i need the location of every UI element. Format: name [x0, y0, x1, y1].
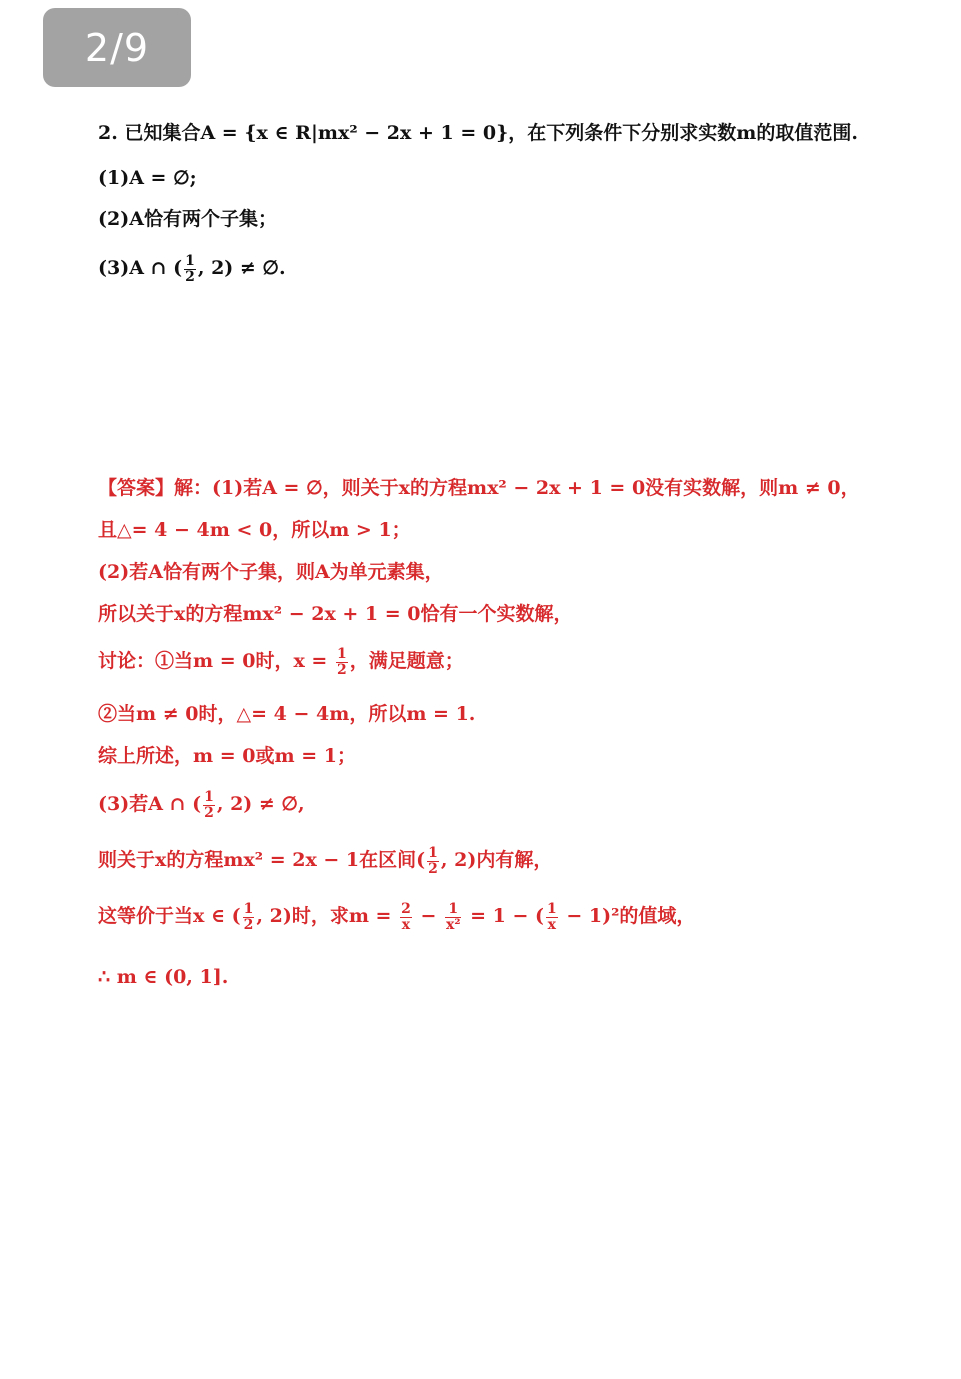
answer-line-10: [98, 902, 695, 932]
fraction: [184, 254, 196, 284]
fraction-numerator: 2: [401, 901, 411, 917]
answer-line-9-suffix: , 2)内有解，: [440, 849, 553, 872]
answer-line-5-suffix: ，满足题意；: [349, 650, 464, 673]
fraction: [427, 846, 439, 876]
question-stem: 2. 已知集合A = {x ∈ R|mx² − 2x + 1 = 0}，在下列条件下分别求实数m的取值范围.: [98, 122, 859, 144]
answer-line-5-prefix: 讨论：①当m = 0时，x =: [98, 650, 334, 673]
page-indicator: 2/9: [43, 8, 191, 87]
question-part-3: [98, 254, 286, 284]
question-part-3-prefix: (3)A ∩ (: [98, 257, 183, 280]
fraction-numerator: 1: [546, 901, 557, 917]
fraction-numerator: 1: [185, 253, 195, 269]
answer-line-11: ∴ m ∈ (0, 1].: [98, 966, 229, 988]
question-part-1: (1)A = ∅;: [98, 167, 197, 189]
fraction: [400, 902, 412, 932]
answer-line-4: 所以关于x的方程mx² − 2x + 1 = 0恰有一个实数解，: [98, 603, 573, 625]
answer-line-9-prefix: 则关于x的方程mx² = 2x − 1在区间(: [98, 849, 426, 872]
fraction-denominator: 2: [243, 916, 254, 933]
answer-line-8: [98, 790, 305, 820]
answer-line-1: 【答案】解：(1)若A = ∅，则关于x的方程mx² − 2x + 1 = 0没有实数解，则m ≠ 0，: [98, 477, 860, 499]
fraction-numerator: 1: [445, 902, 461, 918]
fraction-denominator: x²: [445, 916, 461, 933]
fraction: [203, 790, 215, 820]
fraction: [336, 647, 348, 677]
question-part-2: (2)A恰有两个子集；: [98, 208, 277, 230]
fraction-denominator: x: [401, 916, 411, 933]
fraction: [243, 902, 255, 932]
fraction-numerator: 1: [428, 845, 438, 861]
answer-line-10-part-2: , 2)时，求m =: [256, 905, 399, 928]
fraction-numerator: 1: [336, 646, 347, 662]
answer-line-2: 且△= 4 − 4m < 0，所以m > 1；: [98, 519, 411, 541]
answer-line-10-part-5: − 1)²的值域，: [559, 905, 696, 928]
fraction-denominator: x: [547, 916, 557, 933]
fraction-numerator: 1: [243, 901, 254, 917]
fraction-numerator: 1: [204, 789, 214, 805]
answer-line-9: [98, 846, 552, 876]
answer-line-8-prefix: (3)若A ∩ (: [98, 793, 202, 816]
answer-line-10-part-3: −: [413, 905, 443, 928]
answer-line-10-part-1: 这等价于当x ∈ (: [98, 905, 241, 928]
answer-line-8-suffix: , 2) ≠ ∅,: [216, 793, 305, 816]
answer-line-3: (2)若A恰有两个子集，则A为单元素集，: [98, 561, 444, 583]
fraction: [546, 902, 558, 932]
fraction-denominator: 2: [428, 860, 438, 877]
question-part-3-suffix: , 2) ≠ ∅.: [197, 257, 286, 280]
answer-line-7: 综上所述，m = 0或m = 1；: [98, 745, 356, 767]
answer-line-10-part-4: = 1 − (: [463, 905, 544, 928]
fraction-denominator: 2: [185, 268, 195, 285]
answer-line-6: ②当m ≠ 0时，△= 4 − 4m，所以m = 1.: [98, 703, 476, 725]
fraction-denominator: 2: [204, 804, 214, 821]
fraction-denominator: 2: [336, 661, 347, 678]
answer-line-5: [98, 647, 464, 677]
fraction: [445, 902, 461, 932]
